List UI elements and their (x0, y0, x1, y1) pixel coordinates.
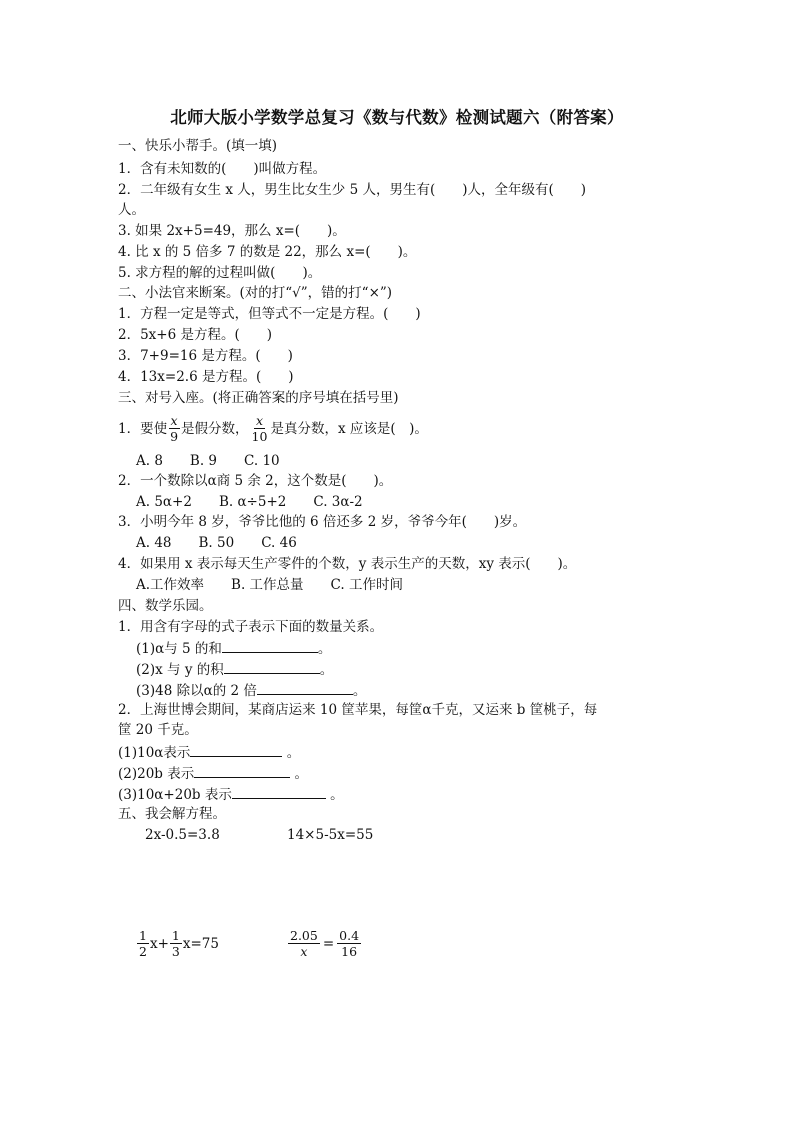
s4-q1-item-3-text: (3)48 除以α的 2 倍 (136, 683, 257, 699)
s1-question-2-line-1: 2．二年级有女生 x 人，男生比女生少 5 人，男生有( )人，全年级有( ) (118, 182, 587, 198)
answer-blank[interactable] (222, 638, 318, 653)
s3-question-3: 3．小明今年 8 岁，爷爷比他的 6 倍还多 2 岁，爷爷今年( )岁。 (118, 514, 527, 530)
page-title: 北师大版小学数学总复习《数与代数》检测试题六（附答案） (170, 108, 624, 127)
answer-blank[interactable] (257, 680, 353, 695)
s4-q1-item-1 (136, 638, 331, 659)
period: 。 (325, 787, 344, 803)
equation-1: 2x-0.5=3.8 (145, 827, 220, 843)
s2-question-1: 1．方程一定是等式，但等式不一定是方程。( ) (118, 306, 421, 322)
answer-blank[interactable] (232, 784, 326, 799)
fraction-numerator: x (255, 413, 264, 428)
s1-question-2-line-2: 人。 (118, 202, 145, 218)
period: 。 (282, 745, 301, 761)
s3-q1-middle: 是假分数， (181, 420, 249, 437)
fraction-numerator: x (170, 413, 178, 428)
fraction-numerator: 1 (139, 928, 147, 943)
s3-question-4: 4．如果用 x 表示每天生产零件的个数，y 表示生产的天数，xy 表示( )。 (118, 556, 577, 572)
s3-q3-options: A. 48 B. 50 C. 46 (136, 535, 297, 551)
section-4-heading: 四、数学乐园。 (118, 598, 213, 614)
fraction-2-05-over-x (288, 928, 320, 959)
s4-q2-item-1-text: (1)10α表示 (118, 745, 191, 761)
answer-blank[interactable] (224, 659, 320, 674)
equals-sign: = (322, 935, 335, 952)
fraction-denominator: 9 (170, 429, 179, 444)
period: 。 (352, 683, 367, 699)
fraction-denominator: 10 (251, 429, 268, 444)
section-3-heading: 三、对号入座。(将正确答案的序号填在括号里) (118, 390, 399, 406)
s4-question-2-line-2: 筐 20 千克。 (118, 722, 198, 738)
s2-question-2: 2．5x+6 是方程。( ) (118, 327, 273, 343)
equation-3-rest: x=75 (182, 935, 219, 952)
s4-question-1: 1．用含有字母的式子表示下面的数量关系。 (118, 619, 384, 635)
section-1-heading: 一、快乐小帮手。(填一填) (118, 138, 278, 154)
fraction-denominator: 16 (341, 944, 358, 959)
s4-question-2-line-1: 2．上海世博会期间，某商店运来 10 筐苹果，每筐α千克，又运来 b 筐桃子，每 (118, 702, 598, 718)
section-5-heading: 五、我会解方程。 (118, 806, 226, 822)
s4-q2-item-2 (118, 763, 308, 784)
answer-blank[interactable] (194, 763, 290, 778)
s3-question-2: 2．一个数除以α商 5 余 2，这个数是( )。 (118, 473, 393, 489)
s4-q2-item-3 (118, 784, 344, 805)
fraction-0-4-over-16 (337, 928, 361, 959)
s2-question-4: 4．13x=2.6 是方程。( ) (118, 369, 294, 385)
s4-q2-item-3-text: (3)10α+20b 表示 (118, 787, 232, 803)
s2-question-3: 3．7+9=16 是方程。( ) (118, 348, 293, 364)
s1-question-4: 4. 比 x 的 5 倍多 7 的数是 22，那么 x=( )。 (118, 244, 417, 260)
s3-q2-options: A. 5α+2 B. α÷5+2 C. 3α-2 (136, 494, 363, 510)
fraction-denominator: 2 (139, 944, 147, 959)
s1-question-3: 3. 如果 2x+5=49，那么 x=( )。 (118, 223, 346, 239)
answer-blank[interactable] (190, 742, 282, 757)
s3-q1-options: A. 8 B. 9 C. 10 (136, 453, 280, 469)
s4-q2-item-1 (118, 742, 300, 763)
fraction-denominator: 3 (171, 944, 180, 959)
equation-3-x-plus: x+ (149, 935, 169, 952)
equation-3 (136, 928, 219, 959)
s3-q1-suffix: 是真分数，x 应该是( )。 (270, 420, 428, 437)
equation-2: 14×5-5x=55 (287, 827, 374, 843)
fraction-x-over-10 (250, 413, 270, 444)
s4-q1-item-2 (136, 659, 333, 680)
equation-4 (287, 928, 362, 959)
period: 。 (319, 662, 334, 678)
fraction-one-half (137, 928, 149, 959)
s4-q2-item-2-text: (2)20b 表示 (118, 766, 195, 782)
s1-question-1: 1．含有未知数的( )叫做方程。 (118, 161, 327, 177)
fraction-numerator: 0.4 (339, 928, 360, 943)
s3-question-1 (118, 413, 428, 444)
period: 。 (317, 641, 332, 657)
s4-q1-item-1-text: (1)α与 5 的和 (136, 641, 222, 657)
fraction-numerator: 1 (171, 928, 180, 943)
fraction-one-third (170, 928, 182, 959)
fraction-denominator: x (300, 944, 308, 959)
s3-q4-options: A.工作效率 B. 工作总量 C. 工作时间 (136, 577, 403, 593)
s4-q1-item-2-text: (2)x 与 y 的积 (136, 662, 224, 678)
s1-question-5: 5. 求方程的解的过程叫做( )。 (118, 265, 322, 281)
s3-q1-prefix: 1．要使 (118, 420, 168, 437)
fraction-x-over-9 (168, 413, 180, 444)
period: 。 (290, 766, 309, 782)
fraction-numerator: 2.05 (290, 928, 318, 943)
s4-q1-item-3 (136, 680, 366, 701)
section-2-heading: 二、小法官来断案。(对的打“√”，错的打“×”) (118, 285, 393, 301)
